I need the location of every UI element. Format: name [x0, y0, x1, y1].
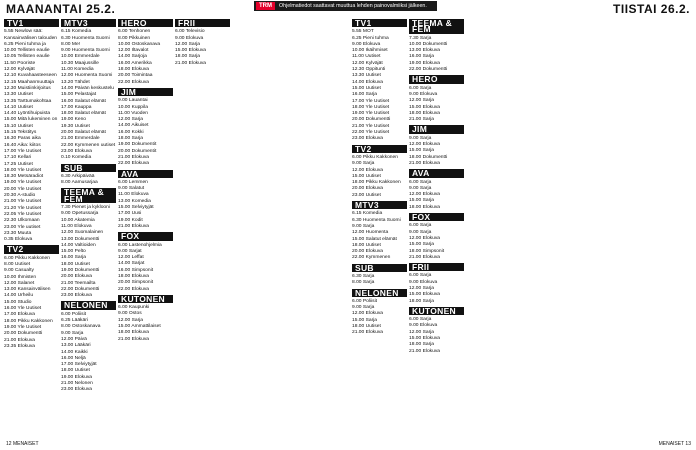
program-listing: 8.00 Uutiset	[4, 261, 31, 267]
program-listing: 20.00 Dokumentti	[4, 331, 43, 337]
program-listing: 21.00 Elokuva	[118, 336, 149, 342]
channel-heading: TV2	[352, 145, 407, 153]
program-listing: 6.00 Poliisit	[61, 311, 87, 317]
program-listing: 20.00 Dokumentit	[118, 148, 157, 154]
program-listing: 21.00 Elokuva	[118, 154, 149, 160]
program-listing: 23.00 Yle uutiset	[4, 224, 41, 230]
program-listing: 22.00 Kymmenen uutiset	[61, 142, 116, 148]
program-listing: 13.30 Uutiset	[352, 73, 381, 79]
program-listing: 15.00 Uutiset	[352, 173, 381, 179]
program-listing: 9.00 Lauantai	[118, 98, 148, 104]
program-listing: 18.00 Sarja	[409, 342, 435, 348]
program-listing: 6.00 Lemmen	[118, 179, 148, 185]
right-page-date: TIISTAI 26.2.	[613, 2, 690, 16]
program-listing: 21.20 Yle Uutiset	[4, 205, 42, 211]
program-listing: 11.00 Elokuva	[61, 223, 92, 229]
program-listing: 15.00 Elokuva	[175, 48, 206, 54]
program-listing: 22.00 Elokuva	[118, 161, 149, 167]
program-listing: 8.00 Pikkuinen	[118, 35, 151, 41]
program-listing: 20.00 Yle Uutiset	[4, 186, 42, 192]
program-listing: 19.00 Dokumentit	[118, 142, 157, 148]
program-listing: 18.00 Dokumentti	[409, 154, 448, 160]
program-listing: 10.00 Ihmisten	[4, 274, 37, 280]
channel-heading: FOX	[409, 213, 464, 221]
program-listing: 20.00 Elokuva	[352, 186, 383, 192]
program-listing: 18.00 Salatut elämät	[61, 111, 106, 117]
program-listing: 8.00 Sarja	[352, 280, 375, 286]
program-listing: 18.00 Pikku Kakkonen	[4, 318, 53, 324]
program-listing: 16.00 Sarja	[61, 255, 87, 261]
program-listing: 9.00 Sarja	[61, 330, 84, 336]
program-listing: 9.00 Elokuva	[352, 41, 381, 47]
program-listing: 16.00 Sarja	[352, 92, 378, 98]
program-listing: 14.00 Kaikki	[61, 349, 88, 355]
disclaimer-tag: TRM	[256, 2, 275, 10]
program-listing: 16.00 Salatut elämät	[61, 98, 106, 104]
channel-heading: SUB	[61, 164, 116, 172]
program-listing: 15.00 Ammattilaiset	[118, 324, 161, 330]
program-listing: 16.00 Amerikka	[118, 60, 152, 66]
page-header	[0, 0, 696, 16]
program-listing: 23.00 Elokuva	[352, 136, 383, 142]
channel-heading: TV1	[4, 19, 59, 27]
program-listing: 20.00 Toimintaa	[118, 73, 153, 79]
channel-heading: TV1	[352, 19, 407, 27]
program-listing: 9.00 Sarja	[352, 223, 375, 229]
program-listing: 9.00 Elokuva	[409, 323, 438, 329]
program-listing: 6.00 Sarja	[409, 317, 432, 323]
right-page-column	[579, 17, 636, 440]
program-listing: 6.25 Pieni tuhma ja	[4, 41, 46, 47]
program-listing: 19.00 Elokuva	[409, 60, 440, 66]
program-listing: 18.00 Sarja	[118, 136, 144, 142]
channel-heading: KUTONEN	[118, 295, 173, 303]
program-listing: 12.00 Iltavalot	[118, 48, 149, 54]
program-listing: 11.00 Vuoden	[118, 110, 148, 116]
right-page-column	[408, 17, 465, 440]
program-listing: 16.00 Neljä	[61, 355, 86, 361]
program-listing: 15.00 Uutiset	[352, 85, 381, 91]
program-listing: 12.00 Leffat	[118, 255, 144, 261]
channel-heading: FRII	[175, 19, 230, 27]
program-listing: 17.00 Yle Uutiset	[352, 98, 390, 104]
program-listing: 13.00 Lääkäri	[61, 343, 91, 349]
program-listing: 21.00 Nelonen	[61, 381, 93, 387]
program-listing: 13.35 Tarttumakohtaa	[4, 98, 52, 104]
program-listing: 6.00 Sarja	[409, 273, 432, 279]
right-page-column	[636, 17, 693, 440]
program-listing: 13.00 Komedia	[118, 198, 151, 204]
program-listing: 23.35 Elokuva	[4, 343, 35, 349]
program-listing: 6.15 Komedia	[61, 29, 92, 35]
program-listing: 19.30 Uutiset	[61, 123, 90, 129]
program-listing: 6.00 Pikku Kakkonen	[352, 154, 398, 160]
program-listing: 15.00 Elokuva	[409, 292, 440, 298]
channel-heading: AVA	[118, 170, 173, 178]
program-listing: 8.00 Ostoskanava	[61, 324, 101, 330]
program-listing: 23.30 Muuta	[4, 230, 32, 236]
program-listing: 19.00 Yle Uutiset	[4, 324, 42, 330]
program-listing: 18.00 Simpsonit	[409, 248, 445, 254]
program-listing: 6.00 Pikku Kakkonen	[4, 255, 50, 261]
program-listing: 19.00 Keno	[61, 117, 87, 123]
program-listing: 20.00 Salatut elämät	[61, 130, 106, 136]
program-listing: 18.00 Sarja	[175, 54, 201, 60]
program-listing: 10.00 Kuppila	[118, 104, 148, 110]
program-listing: 22.00 Elokuva	[118, 286, 149, 292]
program-listing: 12.00 Elokuva	[409, 142, 440, 148]
program-listing: 10.00 Ikäihmiset	[352, 48, 388, 54]
channel-heading: TV2	[4, 245, 59, 253]
program-listing: 7.30 Pienet ja kyklooni	[61, 205, 110, 211]
program-listing: 6.25 Pieni tuhma	[352, 35, 389, 41]
program-listing: 18.00 Elokuva	[409, 204, 440, 210]
program-listing: 9.00 Elokuva	[409, 279, 438, 285]
program-listing: 10.00 Akatemia	[61, 217, 95, 223]
program-listing: 23.00 Elokuva	[61, 148, 92, 154]
program-listing: 21.00 Teemailta	[61, 280, 96, 286]
program-listing: 6.00 Sarja	[409, 179, 432, 185]
program-listing: 11.00 Elokuva	[118, 192, 149, 198]
channel-heading: FRII	[409, 263, 464, 271]
program-listing: 9.00 Sarja	[409, 135, 432, 141]
left-page-column	[117, 17, 174, 440]
program-listing: 14.00 Päivän keskustelu	[61, 85, 115, 91]
program-listing: 22.00 Dokumentti	[61, 286, 100, 292]
program-listing: 13.20 Tähdet	[61, 79, 90, 85]
program-listing: 16.30 Paras aika	[4, 136, 41, 142]
program-listing: 11.00 Komedia	[61, 67, 94, 73]
program-listing: 14.40 Lyöntihuipuista	[4, 111, 51, 117]
program-listing: 12.00 Sarja	[409, 98, 435, 104]
program-listing: 18.00 Uutiset	[61, 261, 90, 267]
program-listing: 12.00 Salanet	[4, 280, 35, 286]
program-listing: 10.00 Tellisten eaulie	[4, 48, 50, 54]
program-listing: 17.00 Selviytyjät	[61, 362, 97, 368]
program-listing: 12.00 Sarja	[118, 317, 144, 323]
program-listing: 12.30 Muistiinkirjoitus	[4, 85, 51, 91]
program-listing: 16.00 Kokki	[118, 129, 144, 135]
program-listing: 7.30 Sarja	[409, 35, 432, 41]
program-listing: 6.00 Sarja	[409, 223, 432, 229]
program-listing: 22.00 Kymmenen	[352, 255, 391, 261]
program-listing: 12.00 Huomenta Suomi	[61, 73, 113, 79]
program-listing: 11.00 Uutiset	[352, 54, 381, 60]
channel-heading: MTV3	[352, 201, 407, 209]
channel-heading: HERO	[409, 75, 464, 83]
program-listing: 6.00 Lastenohjelmia	[118, 242, 162, 248]
program-listing: 14.00 Urheilu	[4, 293, 34, 299]
program-listing: 15.00 Sarja	[409, 148, 435, 154]
program-listing: 21.00 Elokuva	[4, 337, 35, 343]
program-listing: 20.00 Elokuva	[61, 274, 92, 280]
program-listing: 18.00 Elokuva	[118, 273, 149, 279]
program-listing: 18.00 Sarja	[409, 298, 435, 304]
program-listing: 19.00 Yle Uutiset	[352, 111, 390, 117]
left-page-column	[60, 17, 117, 440]
right-page-footer: MENAISET 13	[658, 441, 691, 447]
program-listing: 20.30 A-studio	[4, 193, 36, 199]
channel-heading: TEEMA & FEM	[409, 19, 464, 34]
program-listing: 12.00 Sarja	[118, 117, 144, 123]
program-listing: 9.00 Huomenta Suomi	[61, 48, 110, 54]
channel-heading: JIM	[409, 125, 464, 133]
program-listing: 22.05 Yle Uutiset	[4, 211, 42, 217]
program-listing: 6.15 Komedia	[352, 211, 383, 217]
program-listing: 15.00 Studio	[4, 299, 32, 305]
program-listing: 9.00 Sarja	[352, 161, 375, 167]
program-listing: 9.00 Sarja	[409, 229, 432, 235]
program-listing: 12.10 Kuvahaasteeseen	[4, 73, 57, 79]
program-listing: 0.35 Elokuva	[4, 237, 33, 243]
program-listing: 9.00 Casualty	[4, 268, 34, 274]
program-listing: 11.50 Pooriste	[4, 60, 36, 66]
program-listing: 9.00 Sarjat	[118, 248, 142, 254]
right-page-column	[522, 17, 579, 440]
program-listing: 21.00 Yle Uutiset	[4, 199, 42, 205]
program-listing: 22.00 Dokumentti	[409, 67, 448, 73]
program-listing: 10.30 Maajussille	[61, 60, 99, 66]
program-listing: 13.30 Uutiset	[4, 92, 33, 98]
program-listing: 6.00 Tenhonen	[118, 29, 151, 35]
program-listing: 6.30 Huomenta Suomi	[352, 217, 401, 223]
program-listing: 0.10 Komedia	[61, 155, 92, 161]
program-listing: 15.00 Pelastajat	[61, 92, 97, 98]
program-listing: 21.00 Elokuva	[352, 330, 383, 336]
program-listing: 12.00 Elokuva	[352, 311, 383, 317]
program-listing: 15.10 Uutiset	[4, 123, 33, 129]
program-listing: 15.00 Sarja	[352, 317, 378, 323]
program-listing: 21.00 Emmerdale	[61, 136, 100, 142]
program-listing: 15.00 Selviytyjät	[118, 205, 154, 211]
program-listing: 12.00 Kylväjät	[352, 60, 383, 66]
disclaimer-text: Ohjelmatiedot saattavat muuttua lehden painovalmiiksi jälkeen.	[279, 3, 427, 9]
channel-heading: FOX	[118, 232, 173, 240]
program-listing: 16.00 Yle Uutiset	[4, 306, 42, 312]
program-listing: 12.15 Maahanmuuttaja	[4, 79, 55, 85]
program-listing: 10.00 Ostoskanava	[118, 41, 161, 47]
program-listing: 9.00 Elokuva	[175, 35, 204, 41]
channel-heading: JIM	[118, 88, 173, 96]
program-listing: 20.00 Dokumentti	[352, 117, 391, 123]
program-listing: 15.15 Tekstitys	[4, 130, 37, 136]
program-listing: 15.00 Pelto	[61, 249, 86, 255]
program-listing: 17.00 Yle Uutiset	[4, 148, 42, 154]
program-listing: 14.00 Sarjat	[118, 261, 145, 267]
program-listing: 17.10 Kellari	[4, 155, 32, 161]
program-listing: 21.00 Elokuva	[409, 160, 440, 166]
program-listing: 12.00 Päivä	[61, 336, 87, 342]
program-listing: 6.00 Poliisit	[352, 298, 378, 304]
left-page-column	[288, 17, 345, 440]
channel-heading: MTV3	[61, 19, 116, 27]
program-listing: 19.00 Yle Uutiset	[4, 180, 42, 186]
program-listing: 21.00 Elokuva	[175, 60, 206, 66]
program-listing: 10.05 Tellisten eaulie	[4, 54, 50, 60]
program-listing: 6.25 Lääkäri	[61, 318, 88, 324]
right-page-listings	[351, 17, 693, 440]
program-listing: 10.00 Dokumentti	[409, 41, 448, 47]
program-listing: 14.00 Sarjoja	[118, 54, 147, 60]
program-listing: 16.00 Sarja	[409, 54, 435, 60]
program-listing: 12.00 Elokuva	[409, 192, 440, 198]
program-listing: 12.00 Sarja	[409, 285, 435, 291]
program-listing: 9.00 Ostos	[118, 311, 142, 317]
program-listing: 12.30 Oppitunti	[352, 67, 386, 73]
program-listing: 8.00 Aamusarjaa	[61, 180, 98, 186]
program-listing: 6.00 Sarja	[409, 85, 432, 91]
program-listing: 18.00 Uutiset	[352, 242, 381, 248]
program-listing: 15.00 Sarja	[409, 198, 435, 204]
program-listing: 17.00 Uusi	[118, 211, 142, 217]
channel-heading: SUB	[352, 264, 407, 272]
program-listing: 14.00 Elokuva	[352, 79, 383, 85]
program-listing: 6.30 Huomenta Suomi	[61, 35, 110, 41]
program-listing: 20.00 Simpsonit	[118, 280, 154, 286]
right-page-column	[351, 17, 408, 440]
program-listing: 9.00 Sarja	[409, 185, 432, 191]
program-listing: 23.00 Elokuva	[61, 387, 92, 393]
program-listing: 5.55 MOT	[352, 29, 374, 35]
program-listing: 15.00 Elokuva	[409, 104, 440, 110]
program-listing: 19.00 Dokumentti	[61, 267, 100, 273]
left-page-column	[231, 17, 288, 440]
program-listing: 18.00 Elokuva	[409, 110, 440, 116]
program-listing: 9.00 Opetussarja	[61, 211, 99, 217]
program-listing: 21.00 Yle Uutiset	[352, 123, 390, 129]
program-listing: 12.00 Sarja	[409, 329, 435, 335]
program-listing: 22.30 Ulkomaan	[4, 218, 40, 224]
program-listing: 17.00 Kauppa	[61, 104, 92, 110]
program-listing: 18.00 Pikku Kakkonen	[352, 180, 401, 186]
program-listing: 6.00 Televisio	[175, 29, 205, 35]
program-listing: 13.00 Elokuva	[409, 48, 440, 54]
program-listing: 21.00 Sarja	[409, 117, 435, 123]
program-listing: 20.00 Elokuva	[352, 249, 383, 255]
right-page-column	[465, 17, 522, 440]
program-listing: 6.30 Arkipäivää	[61, 173, 95, 179]
program-listing: 14.00 Aikuiset	[118, 123, 149, 129]
program-listing: 9.00 Elokuva	[409, 91, 438, 97]
program-listing: 18.00 Elokuva	[118, 67, 149, 73]
channel-heading: TEEMA & FEM	[61, 188, 116, 203]
program-listing: 15.00 Mitä lukeminen on	[4, 117, 58, 123]
program-listing: 15.00 Elokuva	[409, 336, 440, 342]
left-page-column	[174, 17, 231, 440]
program-listing: 22.00 Yle Uutiset	[352, 130, 390, 136]
channel-heading: AVA	[409, 169, 464, 177]
program-listing: 10.00 Emmerdale	[61, 54, 100, 60]
program-listing: 14.10 Uutiset	[4, 104, 33, 110]
program-listing: 18.30 Metsäradiot	[4, 174, 44, 180]
program-listing: 16.40 Aika: kiitos	[4, 142, 41, 148]
disclaimer-bar	[254, 1, 437, 11]
program-listing: 18.00 Yle Uutiset	[352, 104, 390, 110]
channel-heading: NELONEN	[61, 301, 116, 309]
program-listing: 14.00 Valtioiden	[61, 242, 96, 248]
program-listing: 5.55 Newlow sää: Kansainvälisen talouden	[4, 29, 58, 41]
program-listing: 12.00 Kylväjät	[4, 67, 35, 73]
program-listing: 17.00 Elokuva	[4, 312, 35, 318]
channel-heading: HERO	[118, 19, 173, 27]
program-listing: 9.00 Sarja	[352, 305, 375, 311]
program-listing: 18.00 Elokuva	[118, 330, 149, 336]
program-listing: 6.00 Kaupunki	[118, 305, 150, 311]
channel-heading: NELONEN	[352, 289, 407, 297]
program-listing: 12.00 Huomenta	[352, 230, 389, 236]
left-page-footer: 12 MENAISET	[6, 441, 39, 447]
program-listing: 12.00 Elokuva	[352, 167, 383, 173]
program-listing: 12.00 Elokuva	[409, 235, 440, 241]
program-listing: 18.00 Yle Uutiset	[4, 167, 42, 173]
program-listing: 12.00 Suomalainen	[61, 230, 104, 236]
program-listing: 19.00 Kodit	[118, 217, 143, 223]
program-listing: 6.30 Sarja	[352, 273, 375, 279]
program-listing: 23.00 Uutiset	[352, 192, 381, 198]
program-listing: 21.00 Elokuva	[409, 348, 440, 354]
program-listing: 15.00 Sarja	[409, 242, 435, 248]
program-listing: 18.00 Uutiset	[61, 368, 90, 374]
program-listing: 19.00 Elokuva	[61, 374, 92, 380]
program-listing: 23.00 Elokuva	[61, 293, 92, 299]
program-listing: 21.00 Elokuva	[409, 254, 440, 260]
program-listing: 17.25 Uutiset	[4, 161, 33, 167]
program-listing: 21.00 Elokuva	[118, 223, 149, 229]
program-listing: 22.00 Elokuva	[118, 79, 149, 85]
program-listing: 16.00 Simpsonit	[118, 267, 154, 273]
program-listing: 12.00 Sarja	[175, 41, 201, 47]
program-listing: 18.00 Uutiset	[352, 324, 381, 330]
program-listing: 8.00 Me!	[61, 41, 81, 47]
left-page-date: MAANANTAI 25.2.	[6, 2, 116, 16]
channel-heading: KUTONEN	[409, 307, 464, 315]
left-page-listings	[3, 17, 345, 440]
program-listing: 13.00 Kansainvälisen	[4, 287, 51, 293]
program-listing: 15.00 Salatut elämät	[352, 236, 397, 242]
program-listing: 9.00 Salatut	[118, 186, 145, 192]
program-listing: 13.00 Dokumentti	[61, 236, 100, 242]
left-page-column	[3, 17, 60, 440]
